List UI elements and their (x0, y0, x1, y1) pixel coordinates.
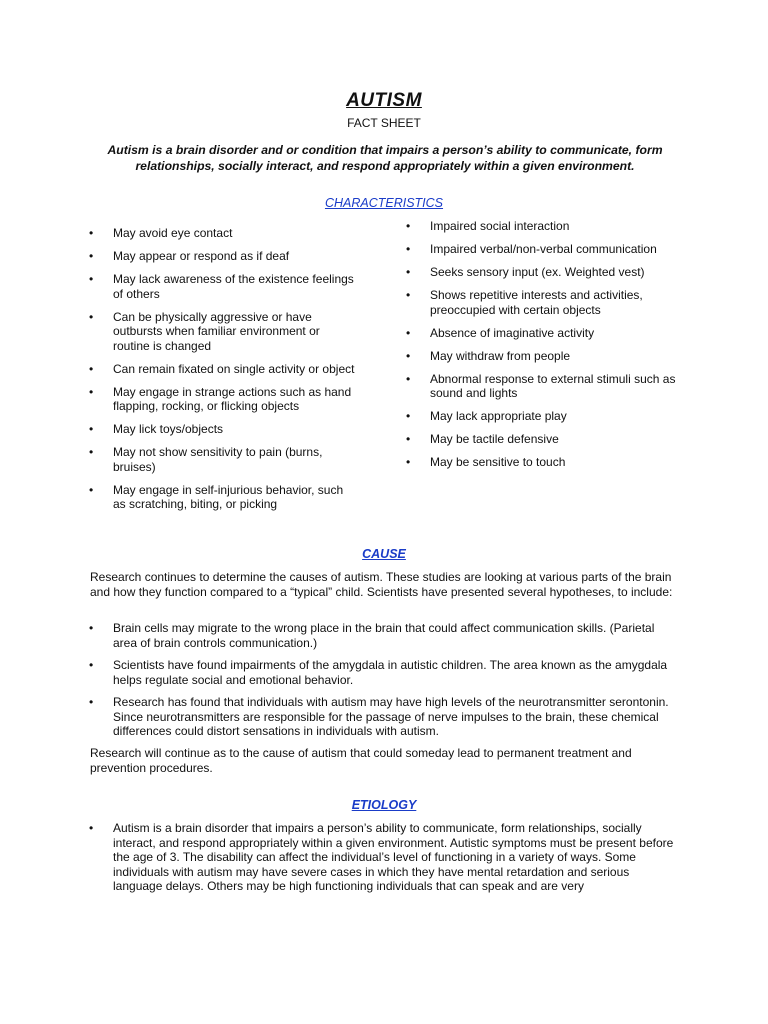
list-item: • Brain cells may migrate to the wrong place in the brain that could affect communication skills. (Parietal area of brain controls communication.) (89, 621, 679, 650)
list-item: • May withdraw from people (406, 349, 686, 364)
page-title: AUTISM (346, 90, 422, 111)
cause-intro: Research continues to determine the causes of autism. These studies are looking at various parts of the brain and how they function compared to a “typical” child. Scientists have presented several hypotheses, to include: (90, 570, 673, 599)
list-item: • Shows repetitive interests and activities, preoccupied with certain objects (406, 288, 686, 317)
list-item: • Can be physically aggressive or have outbursts when familiar environment or routine is changed (89, 310, 359, 354)
list-item: • Impaired social interaction (406, 219, 686, 234)
characteristics-heading: CHARACTERISTICS (324, 196, 444, 210)
list-item: • May lick toys/objects (89, 422, 359, 437)
characteristics-left-list (89, 226, 359, 520)
characteristics-right-list (406, 219, 686, 478)
list-item: • May engage in strange actions such as hand flapping, rocking, or flicking objects (89, 385, 359, 414)
list-item: • Absence of imaginative activity (406, 326, 686, 341)
list-item: • May avoid eye contact (89, 226, 359, 241)
list-item: • Impaired verbal/non-verbal communication (406, 242, 686, 257)
cause-conclusion: Research will continue as to the cause of autism that could someday lead to permanent treatment and prevention procedures. (90, 746, 632, 775)
list-item: • Scientists have found impairments of the amygdala in autistic children. The area known as the amygdala helps regulate social and emotional behavior. (89, 658, 679, 687)
cause-heading: CAUSE (362, 547, 406, 561)
page-subtitle: FACT SHEET (347, 116, 421, 130)
list-item: • May not show sensitivity to pain (burns, bruises) (89, 445, 359, 474)
list-item: • May appear or respond as if deaf (89, 249, 359, 264)
etiology-heading: ETIOLOGY (351, 798, 417, 812)
intro-statement: Autism is a brain disorder and or condition that impairs a person’s ability to communicate, form relationships, socially interact, and respond appropriately within a given environment. (107, 143, 663, 173)
list-item: • May engage in self-injurious behavior, such as scratching, biting, or picking (89, 483, 359, 512)
etiology-list (89, 821, 679, 894)
list-item: • May lack appropriate play (406, 409, 686, 424)
list-item: • May be tactile defensive (406, 432, 686, 447)
list-item: • Autism is a brain disorder that impairs a person’s ability to communicate, form relationships, socially interact, and respond appropriately within a given environment. Autistic symptoms must be present before the age of 3. The disability can affect the individual’s level of functioning in a variety of ways. Some individuals with autism may have severe cases in which they have mental retardation and serious language delays. Others may be high functioning individuals that can speak and are very (89, 821, 679, 894)
list-item: • May be sensitive to touch (406, 455, 686, 470)
cause-list (89, 621, 679, 747)
list-item: • Seeks sensory input (ex. Weighted vest) (406, 265, 686, 280)
list-item: • Research has found that individuals with autism may have high levels of the neurotransmitter serontonin. Since neurotransmitters are responsible for the passage of nerve impulses to the brain, these chemical differences could distort sensations in individuals with autism. (89, 695, 679, 739)
list-item: • Can remain fixated on single activity or object (89, 362, 359, 377)
list-item: • Abnormal response to external stimuli such as sound and lights (406, 372, 686, 401)
list-item: • May lack awareness of the existence feelings of others (89, 272, 359, 301)
